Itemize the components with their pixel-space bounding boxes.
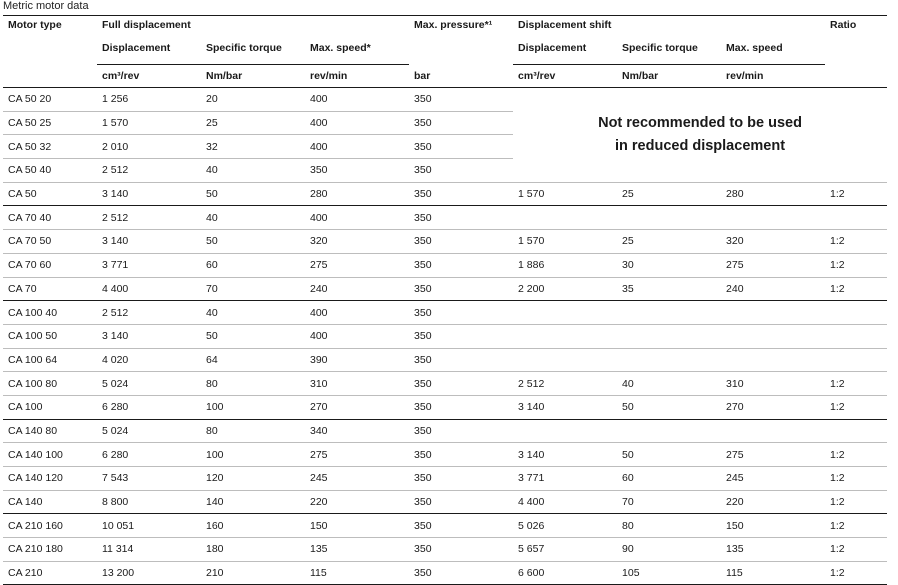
max-pressure-cell: 350 bbox=[409, 253, 513, 277]
displacement-cell: 4 020 bbox=[97, 348, 201, 372]
header-motor-type: Motor type bbox=[3, 16, 97, 40]
specific-torque-cell: 160 bbox=[201, 514, 305, 538]
shift-torque-cell: 80 bbox=[617, 514, 721, 538]
displacement-cell: 3 771 bbox=[97, 253, 201, 277]
shift-torque-cell bbox=[617, 348, 721, 372]
table-row bbox=[3, 253, 887, 277]
motor-type-cell: CA 140 120 bbox=[3, 467, 97, 491]
shift-speed-cell: 280 bbox=[721, 182, 825, 206]
shift-speed-cell bbox=[721, 348, 825, 372]
max-speed-cell: 270 bbox=[305, 395, 409, 419]
shift-displacement-cell bbox=[513, 419, 617, 443]
motor-type-cell: CA 50 32 bbox=[3, 135, 97, 159]
displacement-cell: 3 140 bbox=[97, 230, 201, 254]
ratio-cell: 1:2 bbox=[825, 538, 887, 562]
header-full-speed-col: Max. speed* bbox=[310, 42, 371, 54]
max-pressure-cell: 350 bbox=[409, 301, 513, 325]
max-speed-cell: 400 bbox=[305, 111, 409, 135]
max-pressure-cell: 350 bbox=[409, 372, 513, 396]
max-speed-cell: 280 bbox=[305, 182, 409, 206]
max-speed-cell: 400 bbox=[305, 135, 409, 159]
shift-displacement-cell: 2 200 bbox=[513, 277, 617, 301]
ratio-cell: 1:2 bbox=[825, 253, 887, 277]
table-row bbox=[3, 206, 887, 230]
max-pressure-cell: 350 bbox=[409, 230, 513, 254]
table-caption: Metric motor data bbox=[3, 0, 89, 12]
shift-displacement-cell: 3 771 bbox=[513, 467, 617, 491]
ratio-cell: 1:2 bbox=[825, 561, 887, 585]
specific-torque-cell: 32 bbox=[201, 135, 305, 159]
ratio-cell: 1:2 bbox=[825, 372, 887, 396]
shift-displacement-cell: 2 512 bbox=[513, 372, 617, 396]
unit-full-displacement: cm³/rev bbox=[97, 65, 201, 88]
table-row bbox=[3, 301, 887, 325]
displacement-cell: 2 512 bbox=[97, 159, 201, 183]
shift-speed-cell: 115 bbox=[721, 561, 825, 585]
motor-type-cell: CA 140 bbox=[3, 490, 97, 514]
max-pressure-cell: 350 bbox=[409, 561, 513, 585]
specific-torque-cell: 40 bbox=[201, 159, 305, 183]
shift-torque-cell bbox=[617, 206, 721, 230]
ratio-cell: 1:2 bbox=[825, 514, 887, 538]
shift-displacement-cell: 1 886 bbox=[513, 253, 617, 277]
max-speed-cell: 340 bbox=[305, 419, 409, 443]
specific-torque-cell: 60 bbox=[201, 253, 305, 277]
unit-shift-torque: Nm/bar bbox=[617, 65, 721, 88]
shift-speed-cell bbox=[721, 206, 825, 230]
shift-displacement-cell bbox=[513, 324, 617, 348]
displacement-cell: 3 140 bbox=[97, 324, 201, 348]
specific-torque-cell: 100 bbox=[201, 443, 305, 467]
motor-type-cell: CA 210 160 bbox=[3, 514, 97, 538]
motor-type-cell: CA 50 25 bbox=[3, 111, 97, 135]
header-full-torque-col: Specific torque bbox=[206, 42, 282, 54]
displacement-cell: 7 543 bbox=[97, 467, 201, 491]
table-row bbox=[3, 395, 887, 419]
max-pressure-cell: 350 bbox=[409, 206, 513, 230]
displacement-cell: 3 140 bbox=[97, 182, 201, 206]
shift-speed-cell: 275 bbox=[721, 443, 825, 467]
motor-type-cell: CA 210 bbox=[3, 561, 97, 585]
max-speed-cell: 220 bbox=[305, 490, 409, 514]
max-speed-cell: 275 bbox=[305, 253, 409, 277]
table-row bbox=[3, 561, 887, 585]
shift-speed-cell: 270 bbox=[721, 395, 825, 419]
max-pressure-cell: 350 bbox=[409, 111, 513, 135]
unit-pressure: bar bbox=[409, 65, 513, 88]
header-ratio: Ratio bbox=[825, 16, 887, 40]
displacement-cell: 4 400 bbox=[97, 277, 201, 301]
specific-torque-cell: 180 bbox=[201, 538, 305, 562]
specific-torque-cell: 40 bbox=[201, 206, 305, 230]
max-speed-cell: 310 bbox=[305, 372, 409, 396]
motor-type-cell: CA 100 64 bbox=[3, 348, 97, 372]
max-pressure-cell: 350 bbox=[409, 348, 513, 372]
max-pressure-cell: 350 bbox=[409, 135, 513, 159]
shift-displacement-cell: 4 400 bbox=[513, 490, 617, 514]
shift-speed-cell: 275 bbox=[721, 253, 825, 277]
table-row bbox=[3, 348, 887, 372]
max-speed-cell: 400 bbox=[305, 206, 409, 230]
shift-displacement-cell: 3 140 bbox=[513, 443, 617, 467]
specific-torque-cell: 140 bbox=[201, 490, 305, 514]
header-shift-speed-col: Max. speed bbox=[726, 42, 783, 54]
table-row bbox=[3, 443, 887, 467]
shift-torque-cell: 60 bbox=[617, 467, 721, 491]
displacement-cell: 2 512 bbox=[97, 301, 201, 325]
shift-torque-cell: 105 bbox=[617, 561, 721, 585]
table-row bbox=[3, 88, 887, 112]
specific-torque-cell: 50 bbox=[201, 230, 305, 254]
table-row bbox=[3, 324, 887, 348]
max-speed-cell: 320 bbox=[305, 230, 409, 254]
unit-full-torque: Nm/bar bbox=[201, 65, 305, 88]
shift-speed-cell: 320 bbox=[721, 230, 825, 254]
motor-type-cell: CA 70 50 bbox=[3, 230, 97, 254]
shift-displacement-cell bbox=[513, 206, 617, 230]
max-pressure-cell: 350 bbox=[409, 324, 513, 348]
shift-torque-cell: 50 bbox=[617, 395, 721, 419]
displacement-cell: 6 280 bbox=[97, 395, 201, 419]
shift-torque-cell: 35 bbox=[617, 277, 721, 301]
motor-type-cell: CA 140 80 bbox=[3, 419, 97, 443]
displacement-cell: 2 010 bbox=[97, 135, 201, 159]
ratio-cell bbox=[825, 206, 887, 230]
not-recommended-note bbox=[513, 88, 887, 183]
max-speed-cell: 400 bbox=[305, 88, 409, 112]
header-shift-displacement-col: Displacement bbox=[518, 42, 587, 54]
shift-displacement-cell: 1 570 bbox=[513, 182, 617, 206]
motor-type-cell: CA 70 60 bbox=[3, 253, 97, 277]
shift-speed-cell: 240 bbox=[721, 277, 825, 301]
max-pressure-cell: 350 bbox=[409, 419, 513, 443]
specific-torque-cell: 80 bbox=[201, 372, 305, 396]
ratio-cell bbox=[825, 419, 887, 443]
displacement-cell: 8 800 bbox=[97, 490, 201, 514]
displacement-cell: 10 051 bbox=[97, 514, 201, 538]
table-row bbox=[3, 538, 887, 562]
note-line-2: in reduced displacement bbox=[615, 137, 786, 154]
specific-torque-cell: 20 bbox=[201, 88, 305, 112]
header-full-displacement: Full displacement bbox=[97, 16, 409, 40]
unit-shift-displacement: cm³/rev bbox=[513, 65, 617, 88]
max-pressure-cell: 350 bbox=[409, 467, 513, 491]
table-row bbox=[3, 277, 887, 301]
max-pressure-cell: 350 bbox=[409, 514, 513, 538]
max-speed-cell: 390 bbox=[305, 348, 409, 372]
table-row bbox=[3, 182, 887, 206]
shift-torque-cell bbox=[617, 301, 721, 325]
max-pressure-cell: 350 bbox=[409, 277, 513, 301]
max-pressure-cell: 350 bbox=[409, 182, 513, 206]
shift-torque-cell bbox=[617, 324, 721, 348]
max-speed-cell: 400 bbox=[305, 324, 409, 348]
shift-displacement-cell bbox=[513, 348, 617, 372]
max-speed-cell: 115 bbox=[305, 561, 409, 585]
ratio-cell: 1:2 bbox=[825, 230, 887, 254]
motor-type-cell: CA 210 180 bbox=[3, 538, 97, 562]
specific-torque-cell: 40 bbox=[201, 301, 305, 325]
specific-torque-cell: 64 bbox=[201, 348, 305, 372]
displacement-cell: 1 256 bbox=[97, 88, 201, 112]
shift-displacement-cell: 5 026 bbox=[513, 514, 617, 538]
max-pressure-cell: 350 bbox=[409, 159, 513, 183]
table-row bbox=[3, 372, 887, 396]
shift-torque-cell: 50 bbox=[617, 443, 721, 467]
motor-type-cell: CA 50 40 bbox=[3, 159, 97, 183]
shift-displacement-cell: 1 570 bbox=[513, 230, 617, 254]
ratio-cell: 1:2 bbox=[825, 395, 887, 419]
max-speed-cell: 245 bbox=[305, 467, 409, 491]
header-max-pressure: Max. pressure*¹ bbox=[409, 16, 513, 40]
shift-displacement-cell: 5 657 bbox=[513, 538, 617, 562]
displacement-cell: 5 024 bbox=[97, 372, 201, 396]
motor-type-cell: CA 70 bbox=[3, 277, 97, 301]
header-shift-torque-col: Specific torque bbox=[622, 42, 698, 54]
motor-type-cell: CA 140 100 bbox=[3, 443, 97, 467]
table-body bbox=[3, 88, 887, 585]
specific-torque-cell: 210 bbox=[201, 561, 305, 585]
max-pressure-cell: 350 bbox=[409, 490, 513, 514]
displacement-cell: 11 314 bbox=[97, 538, 201, 562]
shift-torque-cell: 25 bbox=[617, 182, 721, 206]
max-speed-cell: 275 bbox=[305, 443, 409, 467]
shift-torque-cell: 70 bbox=[617, 490, 721, 514]
specific-torque-cell: 50 bbox=[201, 182, 305, 206]
max-speed-cell: 400 bbox=[305, 301, 409, 325]
motor-type-cell: CA 100 50 bbox=[3, 324, 97, 348]
ratio-cell: 1:2 bbox=[825, 490, 887, 514]
max-pressure-cell: 350 bbox=[409, 88, 513, 112]
motor-type-cell: CA 100 80 bbox=[3, 372, 97, 396]
table-row bbox=[3, 467, 887, 491]
note-line-1: Not recommended to be used bbox=[598, 114, 802, 131]
specific-torque-cell: 80 bbox=[201, 419, 305, 443]
shift-speed-cell: 220 bbox=[721, 490, 825, 514]
shift-displacement-cell: 3 140 bbox=[513, 395, 617, 419]
motor-type-cell: CA 70 40 bbox=[3, 206, 97, 230]
displacement-cell: 5 024 bbox=[97, 419, 201, 443]
table-row bbox=[3, 419, 887, 443]
max-speed-cell: 240 bbox=[305, 277, 409, 301]
shift-speed-cell: 310 bbox=[721, 372, 825, 396]
max-pressure-cell: 350 bbox=[409, 443, 513, 467]
shift-torque-cell: 40 bbox=[617, 372, 721, 396]
shift-speed-cell bbox=[721, 324, 825, 348]
shift-torque-cell: 30 bbox=[617, 253, 721, 277]
max-pressure-cell: 350 bbox=[409, 538, 513, 562]
ratio-cell: 1:2 bbox=[825, 182, 887, 206]
ratio-cell bbox=[825, 348, 887, 372]
specific-torque-cell: 120 bbox=[201, 467, 305, 491]
displacement-cell: 6 280 bbox=[97, 443, 201, 467]
unit-shift-speed: rev/min bbox=[721, 65, 825, 88]
table-row bbox=[3, 230, 887, 254]
shift-torque-cell: 25 bbox=[617, 230, 721, 254]
shift-speed-cell: 135 bbox=[721, 538, 825, 562]
displacement-cell: 2 512 bbox=[97, 206, 201, 230]
motor-data-table bbox=[3, 15, 887, 585]
motor-type-cell: CA 100 bbox=[3, 395, 97, 419]
ratio-cell: 1:2 bbox=[825, 467, 887, 491]
specific-torque-cell: 70 bbox=[201, 277, 305, 301]
max-speed-cell: 150 bbox=[305, 514, 409, 538]
shift-speed-cell bbox=[721, 301, 825, 325]
table-row bbox=[3, 514, 887, 538]
motor-type-cell: CA 100 40 bbox=[3, 301, 97, 325]
motor-type-cell: CA 50 20 bbox=[3, 88, 97, 112]
motor-type-cell: CA 50 bbox=[3, 182, 97, 206]
header-displacement-shift: Displacement shift bbox=[513, 16, 825, 40]
ratio-cell: 1:2 bbox=[825, 277, 887, 301]
max-speed-cell: 350 bbox=[305, 159, 409, 183]
shift-displacement-cell bbox=[513, 301, 617, 325]
specific-torque-cell: 50 bbox=[201, 324, 305, 348]
specific-torque-cell: 100 bbox=[201, 395, 305, 419]
table-row bbox=[3, 490, 887, 514]
displacement-cell: 1 570 bbox=[97, 111, 201, 135]
displacement-cell: 13 200 bbox=[97, 561, 201, 585]
unit-full-speed: rev/min bbox=[305, 65, 409, 88]
header-full-displacement-col: Displacement bbox=[102, 42, 171, 54]
ratio-cell bbox=[825, 324, 887, 348]
shift-torque-cell: 90 bbox=[617, 538, 721, 562]
ratio-cell bbox=[825, 301, 887, 325]
shift-speed-cell: 245 bbox=[721, 467, 825, 491]
max-pressure-cell: 350 bbox=[409, 395, 513, 419]
ratio-cell: 1:2 bbox=[825, 443, 887, 467]
max-speed-cell: 135 bbox=[305, 538, 409, 562]
specific-torque-cell: 25 bbox=[201, 111, 305, 135]
shift-displacement-cell: 6 600 bbox=[513, 561, 617, 585]
shift-speed-cell bbox=[721, 419, 825, 443]
shift-speed-cell: 150 bbox=[721, 514, 825, 538]
shift-torque-cell bbox=[617, 419, 721, 443]
